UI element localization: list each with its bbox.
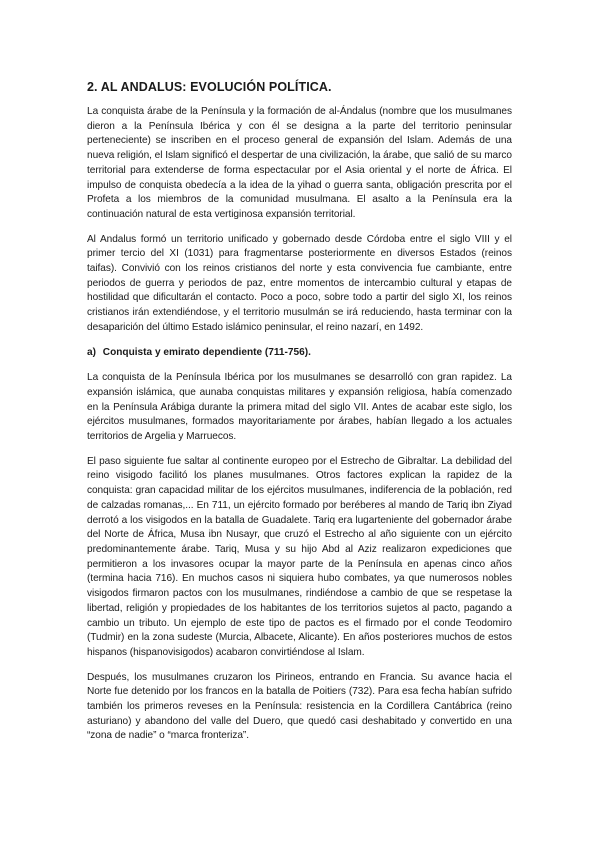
document-body bbox=[87, 80, 512, 754]
subsection-letter: a) bbox=[87, 346, 96, 358]
intro-paragraph-2: Al Andalus formó un territorio unificado y gobernado desde Córdoba entre el siglo VIII y el primer tercio del XI (1031) para fragmentarse posteriormente en diversos Estados (reinos taifas). Convivió con los reinos cristianos del norte y esta convivencia fue cambiante, entre periodos de guerra y periodos de paz, entre momentos de intercambio cultural y etapas de hostilidad que dificultarán el contacto. Poco a poco, sobre todo a partir del siglo XI, los reinos cristianos irán extendiéndose, y el territorio musulmán se irá reduciendo, hasta terminar con la desaparición del último Estado islámico peninsular, el reino nazarí, en 1492. bbox=[87, 233, 512, 333]
section-heading: 2. AL ANDALUS: EVOLUCIÓN POLÍTICA. bbox=[87, 80, 332, 94]
section-a-paragraph-1: La conquista de la Península Ibérica por los musulmanes se desarrolló con gran rapidez. La expansión islámica, que aunaba conquistas militares y expansión religiosa, había comenzado en la Península Arábiga durante la primera mitad del siglo VII. Antes de acabar este siglo, los ejércitos musulmanes, formados mayoritariamente por árabes, habían llegado a los actuales territorios de Argelia y Marruecos. bbox=[87, 372, 512, 443]
subsection-title: Conquista y emirato dependiente (711-756). bbox=[102, 346, 311, 358]
section-a-paragraph-3: Después, los musulmanes cruzaron los Pirineos, entrando en Francia. Su avance hacia el Norte fue detenido por los francos en la batalla de Poitiers (732). Para esa fecha habían sufrido también los primeros reveses en la Península: resistencia en la Cordillera Cantábrica (reino asturiano) y abandono del valle del Duero, que quedó casi deshabitado y convertido en una “zona de nadie” o “marca fronteriza”. bbox=[87, 671, 512, 742]
section-a-paragraph-2: El paso siguiente fue saltar al continente europeo por el Estrecho de Gibraltar. La debilidad del reino visigodo facilitó los planes musulmanes. Otros factores explican la rapidez de la conquista: gran capacidad militar de los ejércitos musulmanes, indiferencia de la población, red de calzadas romanas,... En 711, un ejército formado por beréberes al mando de Tariq ibn Ziyad derrotó a los visigodos en la batalla de Guadalete. Tariq era lugarteniente del gobernador árabe del Norte de África, Musa ibn Nusayr, que cruzó el Estrecho al año siguiente con un ejército predominantemente árabe. Tariq, Musa y su hijo Abd al Aziz realizaron expediciones que permitieron a los invasores ocupar la mayor parte de la Península en apenas cinco años (termina hacia 716). En muchos casos ni siquiera hubo combates, ya que numerosos nobles visigodos firmaron pactos con los musulmanes, rindiéndose a cambio de que se respetase la libertad, religión y propiedades de los habitantes de los territorios sujetos al pacto, pagando a cambio un tributo. Un ejemplo de este tipo de pactos es el firmado por el conde Teodomiro (Tudmir) en la zona sudeste (Murcia, Albacete, Alicante). En años posteriores muchos de estos hispanos (hispanovisigodos) acabaron convirtiéndose al Islam. bbox=[87, 455, 512, 658]
intro-paragraph-1: La conquista árabe de la Península y la formación de al-Ándalus (nombre que los musulmanes dieron a la Península Ibérica y con él se designa a la parte del territorio peninsular perteneciente) se inscriben en el proceso general de expansión del Islam. Además de una nueva religión, el Islam significó el despertar de una civilización, la árabe, que salió de su marco territorial para extenderse de forma espectacular por el Asia oriental y el norte de África. El impulso de conquista obedecía a la idea de la yihad o guerra santa, obligación prescrita por el Profeta a los miembros de la comunidad musulmana. El asalto a la Península era la continuación natural de esta vertiginosa expansión territorial. bbox=[87, 106, 512, 220]
subsection-heading-a bbox=[87, 346, 512, 361]
